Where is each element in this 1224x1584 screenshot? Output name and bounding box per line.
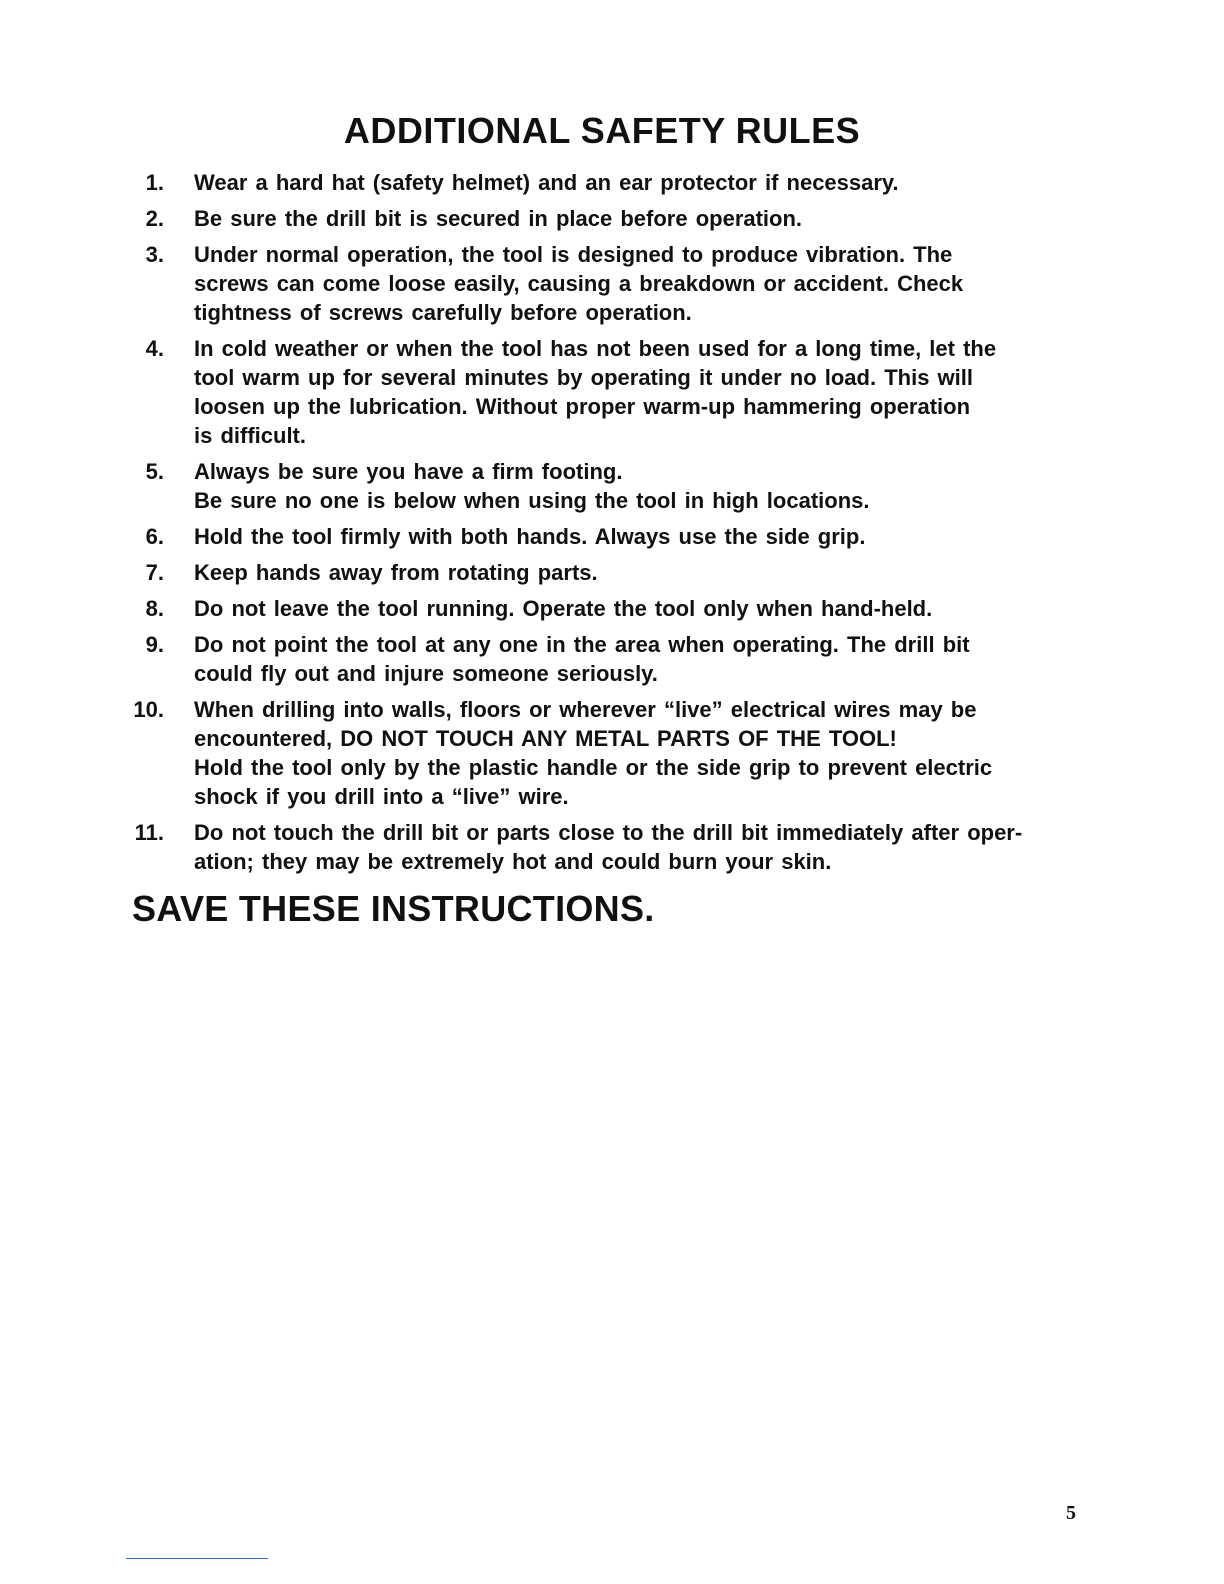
safety-rule [110,630,1080,688]
rule-text-line: Hold the tool firmly with both hands. Always use the side grip. [194,524,866,549]
rule-text-line: Be sure the drill bit is secured in place before operation. [194,206,803,231]
rule-text-line: Wear a hard hat (safety helmet) and an ear protector if necessary. [194,170,899,195]
rule-number: 10. [133,697,164,722]
safety-rule [110,522,1080,551]
safety-rule [110,558,1080,587]
rule-text-line: ation; they may be extremely hot and could burn your skin. [194,849,832,874]
rule-text-line: Be sure no one is below when using the tool in high locations. [194,488,870,513]
rule-text-line: When drilling into walls, floors or wherever “live” electrical wires may be [194,697,977,722]
safety-rule [110,168,1080,197]
rule-text-line: Do not leave the tool running. Operate the tool only when hand-held. [194,596,933,621]
rule-number: 7. [145,560,164,585]
safety-rule [110,240,1080,327]
page-title: ADDITIONAL SAFETY RULES [343,110,861,151]
save-instructions-heading: SAVE THESE INSTRUCTIONS. [132,888,655,929]
safety-rule [110,594,1080,623]
safety-rule [110,334,1080,450]
safety-rules-list [110,168,1080,883]
rule-number: 9. [145,632,164,657]
footer-divider [126,1558,268,1559]
rule-text-line: Under normal operation, the tool is designed to produce vibration. The [194,242,953,267]
page-number: 5 [1066,1502,1076,1524]
rule-number: 4. [145,336,164,361]
rule-text-line: Keep hands away from rotating parts. [194,560,598,585]
rule-text-line: screws can come loose easily, causing a breakdown or accident. Check [194,271,964,296]
rule-text-line: loosen up the lubrication. Without proper warm-up hammering operation [194,394,971,419]
rule-number: 5. [145,459,164,484]
rule-number: 2. [145,206,164,231]
safety-rule [110,818,1080,876]
rule-text-line: Do not point the tool at any one in the area when operating. The drill bit [194,632,970,657]
rule-number: 6. [145,524,164,549]
rule-text-line: tightness of screws carefully before operation. [194,300,692,325]
rule-text-line: is difficult. [194,423,306,448]
safety-rule [110,695,1080,811]
rule-number: 8. [145,596,164,621]
rule-text-line: Always be sure you have a firm footing. [194,459,623,484]
rule-text-line: tool warm up for several minutes by operating it under no load. This will [194,365,973,390]
rule-text-line: could fly out and injure someone seriously. [194,661,658,686]
safety-rule [110,204,1080,233]
rule-number: 11. [134,820,164,845]
rule-text-line: encountered, DO NOT TOUCH ANY METAL PARTS OF THE TOOL! [194,726,897,751]
rule-text-line: Hold the tool only by the plastic handle or the side grip to prevent electric [194,755,993,780]
safety-rule [110,457,1080,515]
rule-text-line: Do not touch the drill bit or parts close to the drill bit immediately after oper- [194,820,1023,845]
rule-text-line: In cold weather or when the tool has not been used for a long time, let the [194,336,997,361]
rule-text-line: shock if you drill into a “live” wire. [194,784,569,809]
rule-number: 1. [145,170,164,195]
rule-number: 3. [145,242,164,267]
